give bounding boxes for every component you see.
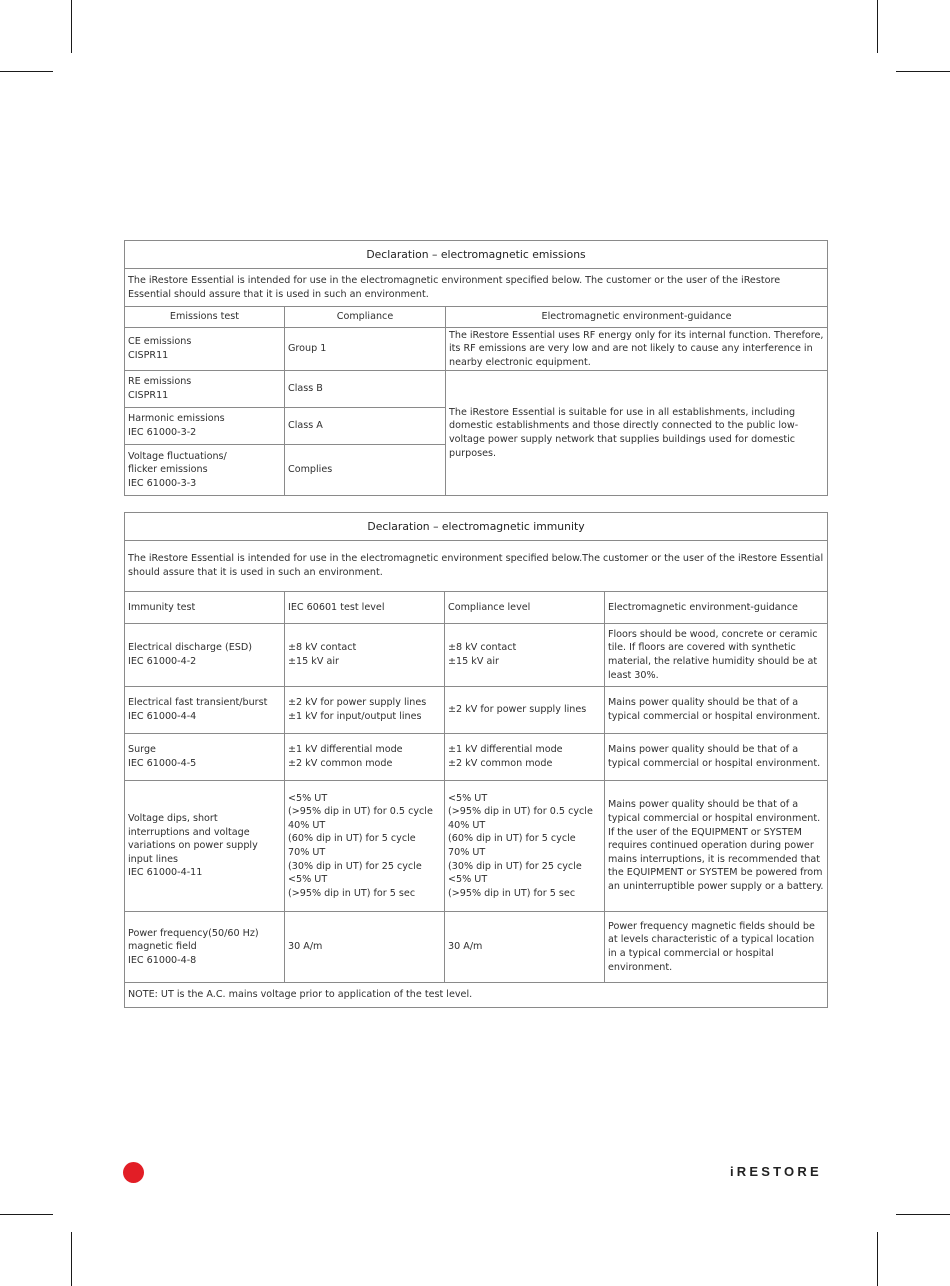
emissions-compliance-cell: Complies (285, 445, 446, 496)
emissions-guidance-cell: The iRestore Essential uses RF energy only for its internal function. Therefore, its RF emissions are very low and are not likely to cause any interference in nearby electronic equipment. (446, 328, 828, 371)
emissions-test-cell: Harmonic emissions IEC 61000-3-2 (125, 408, 285, 445)
immunity-test-cell: Surge IEC 61000-4-5 (125, 734, 285, 781)
emissions-guidance-cell: The iRestore Essential is suitable for use in all establishments, including domestic establishments and those directly connected to the public low-voltage power supply network that supplies buildings used for domestic purposes. (446, 371, 828, 496)
emissions-compliance-cell: Class B (285, 371, 446, 408)
immunity-compliance-cell: ±8 kV contact ±15 kV air (445, 624, 605, 687)
col-header-immunity-test: Immunity test (125, 592, 285, 624)
immunity-test-cell: Voltage dips, short interruptions and voltage variations on power supply input lines IEC 61000-4-11 (125, 781, 285, 912)
immunity-test-cell: Power frequency(50/60 Hz) magnetic field IEC 61000-4-8 (125, 912, 285, 983)
crop-mark (896, 71, 950, 72)
crop-mark (877, 1232, 878, 1286)
immunity-level-cell: <5% UT (>95% dip in UT) for 0.5 cycle 40% UT (60% dip in UT) for 5 cycle 70% UT (30% dip in UT) for 25 cycle <5% UT (>95% dip in UT) for 5 sec (285, 781, 445, 912)
emissions-test-cell: RE emissions CISPR11 (125, 371, 285, 408)
immunity-level-cell: ±1 kV differential mode ±2 kV common mode (285, 734, 445, 781)
col-header-compliance: Compliance (285, 307, 446, 328)
crop-mark (896, 1214, 950, 1215)
brand-logo: iRESTORE (730, 1164, 822, 1179)
emissions-test-cell: Voltage fluctuations/ flicker emissions IEC 61000-3-3 (125, 445, 285, 496)
immunity-level-cell: ±2 kV for power supply lines ±1 kV for input/output lines (285, 687, 445, 734)
crop-mark (71, 0, 72, 53)
immunity-test-cell: Electrical fast transient/burst IEC 61000-4-4 (125, 687, 285, 734)
red-dot-icon (123, 1162, 144, 1183)
immunity-intro: The iRestore Essential is intended for use in the electromagnetic environment specified below.The customer or the user of the iRestore Essential should assure that it is used in such an environment. (125, 541, 828, 592)
col-header-test-level: IEC 60601 test level (285, 592, 445, 624)
crop-mark (71, 1232, 72, 1286)
col-header-guidance: Electromagnetic environment-guidance (446, 307, 828, 328)
emissions-test-cell: CE emissions CISPR11 (125, 328, 285, 371)
immunity-title: Declaration – electromagnetic immunity (125, 513, 828, 541)
crop-mark (0, 71, 53, 72)
emissions-table (124, 240, 828, 496)
immunity-guidance-cell: Mains power quality should be that of a typical commercial or hospital environment. (605, 734, 828, 781)
col-header-emissions-test: Emissions test (125, 307, 285, 328)
emissions-compliance-cell: Class A (285, 408, 446, 445)
immunity-guidance-cell: Mains power quality should be that of a typical commercial or hospital environment. If the user of the EQUIPMENT or SYSTEM requires continued operation during power mains interruptions, it is recommended that the EQUIPMENT or SYSTEM be powered from an uninterruptible power supply or a battery. (605, 781, 828, 912)
immunity-note: NOTE: UT is the A.C. mains voltage prior to application of the test level. (125, 983, 828, 1008)
immunity-compliance-cell: ±2 kV for power supply lines (445, 687, 605, 734)
immunity-compliance-cell: ±1 kV differential mode ±2 kV common mode (445, 734, 605, 781)
immunity-compliance-cell: <5% UT (>95% dip in UT) for 0.5 cycle 40% UT (60% dip in UT) for 5 cycle 70% UT (30% dip in UT) for 25 cycle <5% UT (>95% dip in UT) for 5 sec (445, 781, 605, 912)
immunity-guidance-cell: Power frequency magnetic fields should be at levels characteristic of a typical location in a typical commercial or hospital environment. (605, 912, 828, 983)
immunity-guidance-cell: Mains power quality should be that of a typical commercial or hospital environment. (605, 687, 828, 734)
immunity-compliance-cell: 30 A/m (445, 912, 605, 983)
immunity-level-cell: 30 A/m (285, 912, 445, 983)
col-header-guidance: Electromagnetic environment-guidance (605, 592, 828, 624)
immunity-test-cell: Electrical discharge (ESD) IEC 61000-4-2 (125, 624, 285, 687)
emissions-intro: The iRestore Essential is intended for use in the electromagnetic environment specified below. The customer or the user of the iRestore Essential should assure that it is used in such an environment. (125, 269, 828, 307)
col-header-compliance-level: Compliance level (445, 592, 605, 624)
emissions-title: Declaration – electromagnetic emissions (125, 241, 828, 269)
immunity-table (124, 512, 828, 1008)
crop-mark (877, 0, 878, 53)
crop-mark (0, 1214, 53, 1215)
emissions-compliance-cell: Group 1 (285, 328, 446, 371)
immunity-guidance-cell: Floors should be wood, concrete or ceramic tile. If floors are covered with synthetic material, the relative humidity should be at least 30%. (605, 624, 828, 687)
immunity-level-cell: ±8 kV contact ±15 kV air (285, 624, 445, 687)
